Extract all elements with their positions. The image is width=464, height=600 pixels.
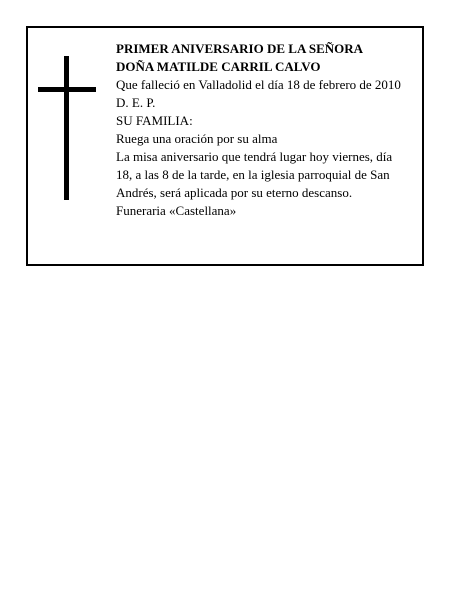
mass-announcement-line-1: La misa aniversario que tendrá lugar hoy viernes, día xyxy=(116,149,393,164)
rest-in-peace: D. E. P. xyxy=(116,95,156,110)
mass-announcement-line-2: 18, a las 8 de la tarde, en la iglesia parroquial de San xyxy=(116,167,390,182)
cross-icon xyxy=(38,56,96,200)
notice-text xyxy=(116,40,420,220)
death-statement: Que falleció en Valladolid el día 18 de febrero de 2010 xyxy=(116,77,401,92)
prayer-request: Ruega una oración por su alma xyxy=(116,131,278,146)
mass-announcement-line-3: Andrés, será aplicada por su eterno descanso. xyxy=(116,185,353,200)
funeral-home: Funeraria «Castellana» xyxy=(116,203,237,218)
family-label: SU FAMILIA: xyxy=(116,113,193,128)
notice-title-line-2: DOÑA MATILDE CARRIL CALVO xyxy=(116,59,321,74)
cross-horizontal-bar xyxy=(38,87,96,92)
notice-title-line-1: PRIMER ANIVERSARIO DE LA SEÑORA xyxy=(116,41,364,56)
obituary-notice xyxy=(26,26,424,266)
cross-vertical-bar xyxy=(64,56,69,200)
